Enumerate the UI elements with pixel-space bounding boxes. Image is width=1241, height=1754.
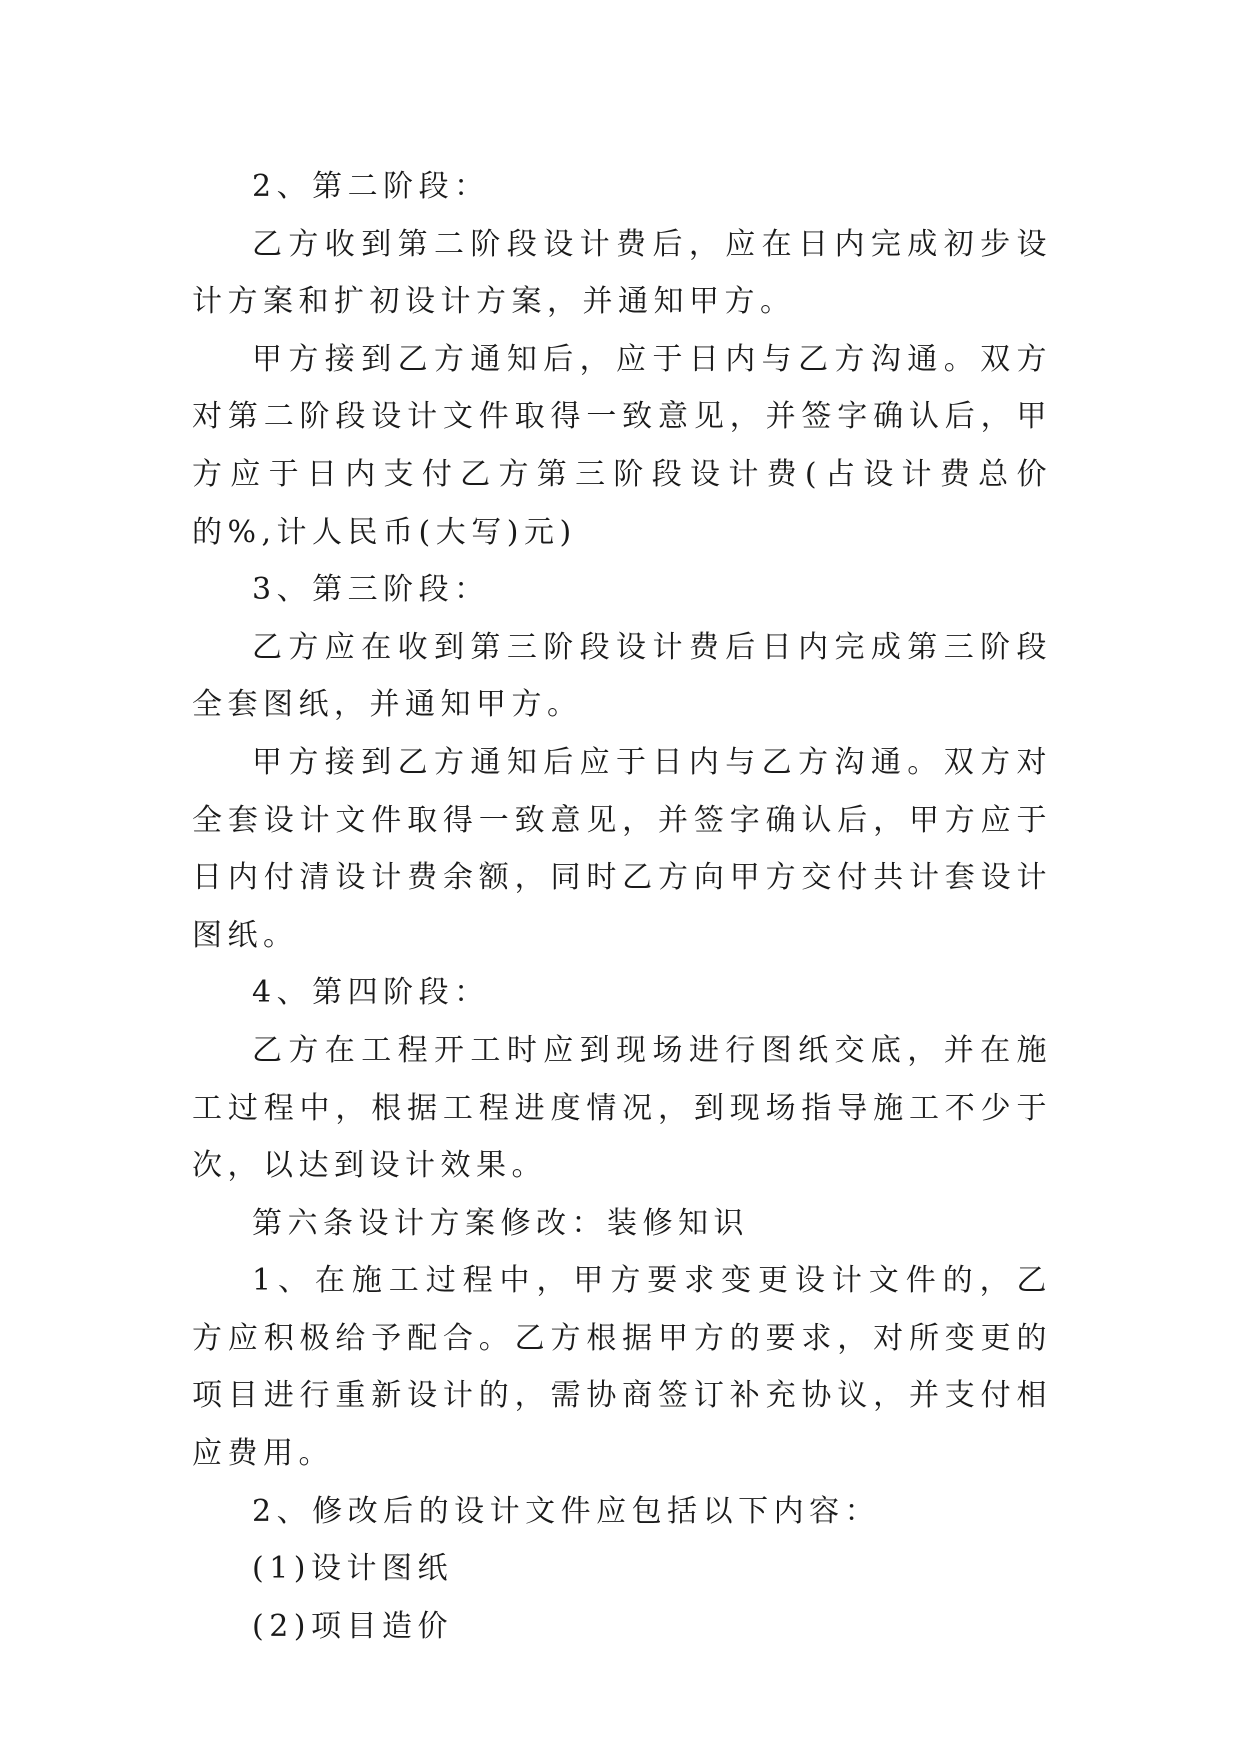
paragraph-article-6-item-2: 2、修改后的设计文件应包括以下内容： bbox=[252, 1493, 881, 1529]
paragraph-stage-2-design: 乙方收到第二阶段设计费后，应在日内完成初步设计方案和扩初设计方案，并通知甲方。 bbox=[192, 226, 1052, 320]
paragraph-stage-4-site: 乙方在工程开工时应到现场进行图纸交底，并在施工过程中，根据工程进度情况，到现场指导施工不少于次，以达到设计效果。 bbox=[192, 1032, 1052, 1184]
paragraph-sub-item-1: (1)设计图纸 bbox=[252, 1551, 453, 1587]
document-body bbox=[192, 158, 1052, 1655]
paragraph-sub-item-2: (2)项目造价 bbox=[252, 1608, 453, 1644]
paragraph-stage-4-heading: 4、第四阶段： bbox=[252, 975, 490, 1011]
paragraph-article-6-item-1: 1、在施工过程中，甲方要求变更设计文件的，乙方应积极给予配合。乙方根据甲方的要求，对所变更的项目进行重新设计的，需协商签订补充协议，并支付相应费用。 bbox=[192, 1263, 1052, 1472]
paragraph-stage-3-payment: 甲方接到乙方通知后应于日内与乙方沟通。双方对全套设计文件取得一致意见，并签字确认后，甲方应于日内付清设计费余额，同时乙方向甲方交付共计套设计图纸。 bbox=[192, 744, 1052, 953]
paragraph-stage-3-heading: 3、第三阶段： bbox=[252, 572, 490, 608]
paragraph-stage-2-heading: 2、第二阶段： bbox=[252, 169, 490, 204]
paragraph-stage-2-payment: 甲方接到乙方通知后，应于日内与乙方沟通。双方对第二阶段设计文件取得一致意见，并签字确认后，甲方应于日内支付乙方第三阶段设计费(占设计费总价的%,计人民币(大写)元) bbox=[192, 341, 1052, 550]
paragraph-article-6-heading: 第六条设计方案修改：装修知识 bbox=[252, 1205, 749, 1241]
paragraph-stage-3-drawings: 乙方应在收到第三阶段设计费后日内完成第三阶段全套图纸，并通知甲方。 bbox=[192, 629, 1052, 723]
